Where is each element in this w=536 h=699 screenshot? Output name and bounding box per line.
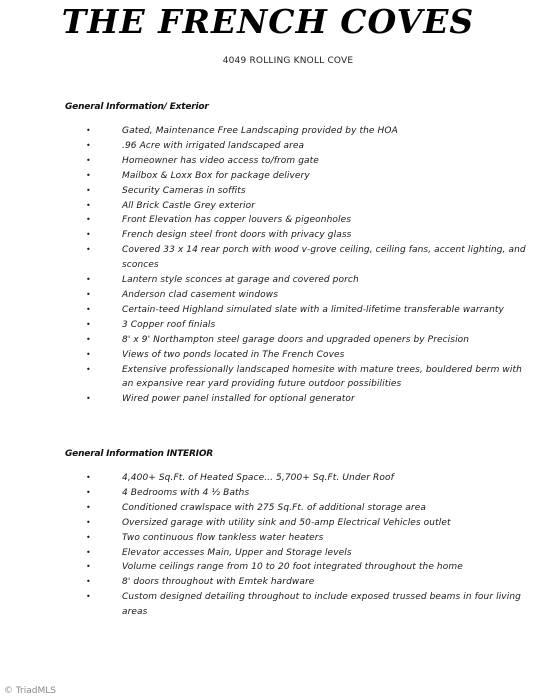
feature-text: Anderson clad casement windows — [122, 289, 279, 300]
interior-feature-list — [86, 471, 531, 620]
bullet-icon: • — [86, 155, 91, 165]
exterior-feature-item — [86, 392, 531, 407]
interior-feature-item — [86, 575, 531, 590]
bullet-icon: • — [86, 473, 91, 482]
feature-text: All Brick Castle Grey exterior — [122, 200, 256, 211]
feature-text: Custom designed detailing throughout to include exposed trussed beams in four living areas — [122, 592, 521, 618]
bullet-icon: • — [86, 170, 91, 180]
bullet-icon: • — [86, 364, 91, 374]
feature-text: Covered 33 x 14 rear porch with wood v-grove ceiling, ceiling fans, accent lighting, and sconces — [122, 245, 526, 271]
exterior-feature-item — [86, 273, 531, 288]
interior-feature-item — [86, 486, 531, 501]
feature-text: Conditioned crawlspace with 275 Sq.Ft. of additional storage area — [122, 502, 426, 513]
feature-text: Certain-teed Highland simulated slate with a limited-lifetime transferable warranty — [122, 304, 504, 315]
bullet-icon: • — [86, 275, 91, 285]
feature-text: Oversized garage with utility sink and 50-amp Electrical Vehicles outlet — [122, 517, 451, 528]
exterior-feature-item — [86, 333, 531, 348]
feature-text: Homeowner has video access to/from gate — [122, 155, 319, 166]
bullet-icon: • — [86, 319, 91, 329]
feature-text: 4 Bedrooms with 4 ½ Baths — [122, 487, 250, 498]
exterior-feature-list — [86, 124, 531, 407]
bullet-icon: • — [86, 245, 91, 255]
exterior-feature-item — [86, 169, 531, 184]
feature-text: Front Elevation has copper louvers & pigeonholes — [122, 215, 352, 226]
bullet-icon: • — [86, 230, 91, 240]
bullet-icon: • — [86, 562, 91, 572]
interior-feature-item — [86, 471, 531, 486]
exterior-feature-item — [86, 363, 531, 393]
bullet-icon: • — [86, 304, 91, 314]
exterior-feature-item — [86, 199, 531, 214]
feature-text: Security Cameras in soffits — [122, 185, 246, 196]
bullet-icon: • — [86, 334, 91, 344]
exterior-feature-item — [86, 348, 531, 363]
exterior-feature-item — [86, 154, 531, 169]
interior-feature-item — [86, 516, 531, 531]
bullet-icon: • — [86, 532, 91, 542]
feature-text: Lantern style sconces at garage and covered porch — [122, 275, 359, 286]
exterior-section-heading: General Information/ Exterior — [65, 102, 209, 112]
exterior-feature-item — [86, 228, 531, 243]
bullet-icon: • — [86, 200, 91, 210]
feature-text: Mailbox & Loxx Box for package delivery — [122, 170, 310, 181]
exterior-feature-item — [86, 184, 531, 199]
feature-text: 8' x 9' Northampton steel garage doors and upgraded openers by Precision — [122, 334, 470, 345]
bullet-icon: • — [86, 592, 91, 602]
interior-feature-item — [86, 560, 531, 575]
feature-text: Wired power panel installed for optional generator — [122, 394, 355, 405]
bullet-icon: • — [86, 547, 91, 557]
bullet-icon: • — [86, 577, 91, 587]
exterior-feature-item — [86, 318, 531, 333]
bullet-icon: • — [86, 185, 91, 195]
feature-text: Two continuous flow tankless water heaters — [122, 532, 324, 543]
feature-text: Gated, Maintenance Free Landscaping provided by the HOA — [122, 126, 398, 136]
bullet-icon: • — [86, 502, 91, 512]
interior-feature-item — [86, 501, 531, 516]
feature-text: Elevator accesses Main, Upper and Storage levels — [122, 547, 352, 558]
feature-text: 8' doors throughout with Emtek hardware — [122, 577, 315, 588]
exterior-feature-item — [86, 213, 531, 228]
feature-text: Views of two ponds located in The French Coves — [122, 349, 345, 360]
exterior-feature-item — [86, 124, 531, 139]
bullet-icon: • — [86, 126, 91, 135]
feature-text: French design steel front doors with privacy glass — [122, 230, 352, 241]
property-address: 4049 ROLLING KNOLL COVE — [222, 56, 354, 66]
bullet-icon: • — [86, 140, 91, 150]
interior-feature-item — [86, 590, 531, 620]
bullet-icon: • — [86, 349, 91, 359]
bullet-icon: • — [86, 394, 91, 404]
exterior-feature-item — [86, 288, 531, 303]
feature-text: Extensive professionally landscaped homesite with mature trees, bouldered berm with an expansive rear yard providing future outdoor possibilities — [122, 364, 522, 390]
interior-feature-item — [86, 531, 531, 546]
bullet-icon: • — [86, 215, 91, 225]
bullet-icon: • — [86, 487, 91, 497]
feature-text: 4,400+ Sq.Ft. of Heated Space... 5,700+ Sq.Ft. Under Roof — [122, 473, 394, 483]
bullet-icon: • — [86, 517, 91, 527]
exterior-feature-item — [86, 243, 531, 273]
mls-watermark: © TriadMLS — [4, 686, 56, 696]
feature-text: Volume ceilings range from 10 to 20 foot integrated throughout the home — [122, 562, 463, 573]
interior-feature-item — [86, 546, 531, 561]
feature-text: .96 Acre with irrigated landscaped area — [122, 140, 305, 151]
exterior-feature-item — [86, 303, 531, 318]
feature-text: 3 Copper roof finials — [122, 319, 216, 330]
bullet-icon: • — [86, 289, 91, 299]
interior-section-heading: General Information INTERIOR — [65, 449, 214, 459]
document-title: THE FRENCH COVES — [61, 2, 475, 41]
exterior-feature-item — [86, 139, 531, 154]
